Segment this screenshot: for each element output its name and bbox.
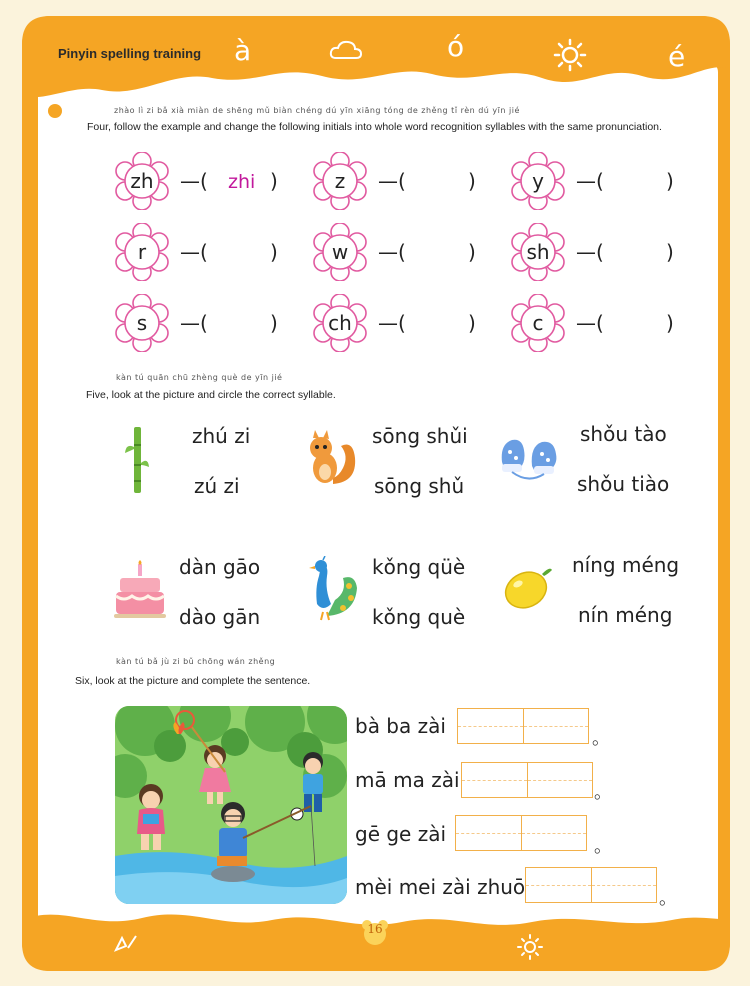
open-paren: —( (576, 311, 604, 335)
grid-cell[interactable] (458, 709, 524, 743)
grid-cell[interactable] (462, 763, 528, 797)
initial-letter: w (331, 240, 349, 264)
initial-letter: r (137, 240, 147, 264)
flower-y (509, 152, 567, 210)
flower-sh (509, 223, 567, 281)
answer-zh: zhi (228, 171, 256, 193)
initial-letter: z (334, 169, 346, 193)
park-illustration (115, 706, 347, 904)
option-lemon-1[interactable]: níng méng (572, 553, 680, 577)
flower-c (509, 294, 567, 352)
option-peacock-1[interactable]: kǒng qüè (372, 555, 466, 579)
bamboo-icon (124, 425, 150, 495)
initial-letter: zh (130, 169, 154, 193)
close-paren: ) (468, 169, 476, 193)
option-cake-2[interactable]: dào gān (179, 605, 261, 629)
option-lemon-2[interactable]: nín méng (578, 603, 673, 627)
initial-letter: c (532, 311, 544, 335)
cake-icon (114, 560, 166, 620)
full-stop: 。 (592, 728, 610, 749)
sentence-2: mā ma zài (355, 768, 460, 792)
open-paren: —( (378, 240, 406, 264)
section5-instruction: Five, look at the picture and circle the correct syllable. (86, 389, 336, 401)
close-paren: ) (666, 240, 674, 264)
lemon-icon (502, 564, 554, 612)
option-squirrel-1[interactable]: sōng shǔi (372, 424, 468, 448)
header-letter-e: é (668, 40, 686, 73)
section5-pinyin: kàn tú quān chū zhèng què de yīn jié (116, 373, 283, 382)
open-paren: —( (180, 169, 208, 193)
initial-letter: s (136, 311, 148, 335)
section4-pinyin: zhào lì zi bǎ xià miàn de shēng mǔ biàn chéng dú yīn xiāng tóng de zhěng tǐ rèn dú yīn jié (114, 106, 520, 115)
sentence-1: bà ba zài (355, 714, 446, 738)
option-bamboo-1[interactable]: zhú zi (192, 424, 251, 448)
option-squirrel-2[interactable]: sōng shǔ (374, 474, 465, 498)
header-letter-a: à (234, 34, 252, 67)
flower-zh (113, 152, 171, 210)
full-stop: 。 (594, 836, 612, 857)
sun-icon (517, 934, 543, 960)
answer-grid-1[interactable] (457, 708, 589, 744)
flower-w (311, 223, 369, 281)
flower-s (113, 294, 171, 352)
option-bamboo-2[interactable]: zú zi (194, 474, 240, 498)
option-mittens-2[interactable]: shǒu tiào (577, 472, 670, 496)
flower-r (113, 223, 171, 281)
open-paren: —( (378, 169, 406, 193)
open-paren: —( (180, 311, 208, 335)
sentence-3: gē ge zài (355, 822, 447, 846)
close-paren: ) (270, 240, 278, 264)
full-stop: 。 (594, 782, 612, 803)
grid-cell[interactable] (528, 763, 593, 797)
grid-cell[interactable] (522, 816, 587, 850)
close-paren: ) (666, 311, 674, 335)
close-paren: ) (468, 240, 476, 264)
grid-cell[interactable] (524, 709, 589, 743)
peacock-icon (303, 556, 359, 622)
squirrel-icon (303, 428, 359, 488)
open-paren: —( (378, 311, 406, 335)
answer-grid-4[interactable] (525, 867, 657, 903)
header-title: Pinyin spelling training (58, 46, 202, 61)
close-paren: ) (270, 311, 278, 335)
close-paren: ) (270, 169, 278, 193)
header-letter-o: ó (447, 30, 465, 63)
flower-z (311, 152, 369, 210)
section6-pinyin: kàn tú bǎ jù zi bǔ chōng wán zhěng (116, 657, 276, 666)
full-stop: 。 (659, 888, 677, 909)
grid-cell[interactable] (526, 868, 592, 902)
option-cake-1[interactable]: dàn gāo (179, 555, 261, 579)
cloud-icon (328, 38, 364, 62)
sun-icon (553, 38, 587, 72)
section6-instruction: Six, look at the picture and complete the sentence. (75, 675, 311, 687)
grid-cell[interactable] (592, 868, 657, 902)
mittens-icon (498, 432, 562, 482)
page-number: 16 (367, 922, 383, 936)
orange-dot-icon (46, 102, 64, 120)
open-paren: —( (576, 240, 604, 264)
grid-cell[interactable] (456, 816, 522, 850)
initial-letter: sh (526, 240, 550, 264)
initial-letter: y (532, 169, 544, 193)
header-wave (22, 16, 730, 106)
sentence-4: mèi mei zài zhuō (355, 875, 526, 899)
answer-grid-3[interactable] (455, 815, 587, 851)
close-paren: ) (468, 311, 476, 335)
music-note-icon (112, 932, 140, 954)
initial-letter: ch (328, 311, 352, 335)
option-mittens-1[interactable]: shǒu tào (580, 422, 667, 446)
flower-ch (311, 294, 369, 352)
open-paren: —( (576, 169, 604, 193)
option-peacock-2[interactable]: kǒng què (372, 605, 466, 629)
answer-grid-2[interactable] (461, 762, 593, 798)
open-paren: —( (180, 240, 208, 264)
section4-instruction: Four, follow the example and change the following initials into whole word recognition syllables with the same pronunciation. (87, 121, 662, 133)
close-paren: ) (666, 169, 674, 193)
